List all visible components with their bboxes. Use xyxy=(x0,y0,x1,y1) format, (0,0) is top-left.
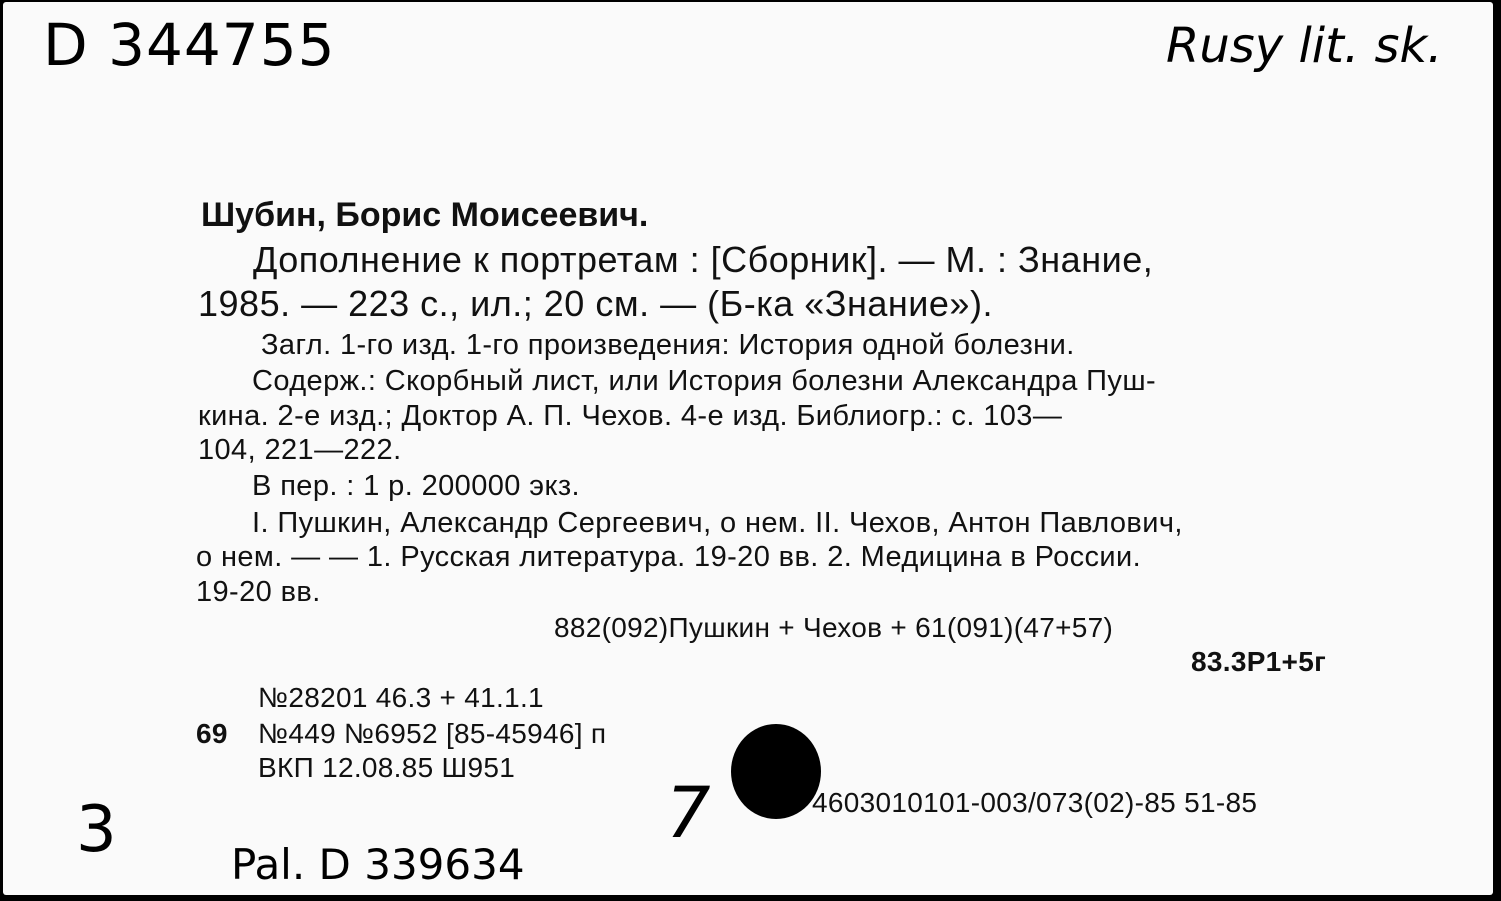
subjects-line-2: о нем. — — 1. Русская литература. 19-20 вв. 2. Медицина в России. xyxy=(196,541,1142,573)
handwritten-digit-mid: 7 xyxy=(666,772,711,854)
subjects-line-3: 19-20 вв. xyxy=(196,576,321,608)
contents-line-1: Содерж.: Скорбный лист, или История болезни Александра Пуш- xyxy=(252,365,1157,397)
punch-hole xyxy=(731,724,821,819)
number-line-1: №28201 46.3 + 41.1.1 xyxy=(258,682,544,713)
author-heading: Шубин, Борис Моисеевич. xyxy=(201,196,649,234)
title-line-2: 1985. — 223 с., ил.; 20 см. — (Б-ка «Знание»). xyxy=(198,283,993,324)
subjects-line-1: I. Пушкин, Александр Сергеевич, о нем. II. Чехов, Антон Павлович, xyxy=(252,507,1183,539)
price-line: В пер. : 1 р. 200000 экз. xyxy=(252,470,581,502)
handwritten-subject-note: Rusy lit. sk. xyxy=(1166,18,1443,74)
vkp-line: ВКП 12.08.85 Ш951 xyxy=(258,752,516,783)
contents-line-3: 104, 221—222. xyxy=(198,434,402,466)
handwritten-digit-left: 3 xyxy=(76,793,117,867)
card-prefix: 69 xyxy=(196,718,228,749)
catalog-card xyxy=(3,2,1493,895)
note-line-1: Загл. 1-го изд. 1-го произведения: История одной болезни. xyxy=(261,329,1075,361)
udc-classification: 882(092)Пушкин + Чехов + 61(091)(47+57) xyxy=(554,612,1114,643)
number-line-2: №449 №6952 [85-45946] п xyxy=(258,718,607,749)
handwritten-bottom-reference: Pal. D 339634 xyxy=(231,840,525,889)
title-line-1: Дополнение к портретам : [Сборник]. — М. : Знание, xyxy=(253,239,1154,280)
handwritten-call-number: D 344755 xyxy=(43,11,336,79)
contents-line-2: кина. 2-е изд.; Доктор А. П. Чехов. 4-е изд. Библиогр.: с. 103— xyxy=(198,400,1063,432)
bbk-classification: 83.3Р1+5г xyxy=(1191,646,1327,677)
isbn-line: 4603010101-003/073(02)-85 51-85 xyxy=(812,787,1258,818)
